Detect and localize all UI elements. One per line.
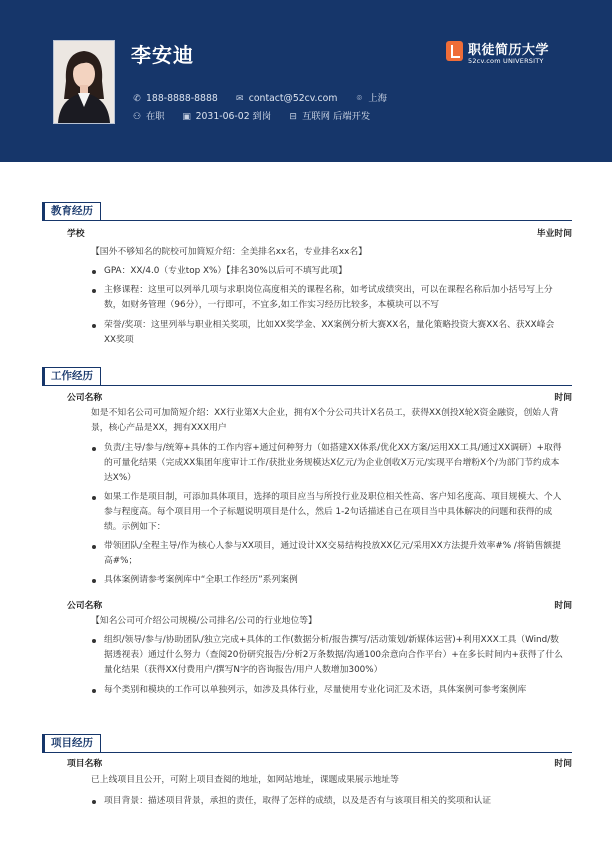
- brand-logo-icon: [446, 41, 463, 61]
- email-item[interactable]: ✉ contact@52cv.com: [234, 93, 338, 104]
- project-section: [42, 734, 572, 824]
- company-intro: 【知名公司可介绍公司规模/公司排名/公司的行业地位等】: [91, 616, 317, 626]
- section-title: 教育经历: [42, 202, 101, 221]
- job-bullet: 带领团队/全程主导/作为核心人参与XX项目，通过设计XX交易结构投放XX亿元/采用XX方法提升效率#% /将销售额提高#%；: [91, 539, 563, 569]
- profile-photo: [53, 40, 115, 124]
- company-name: 公司名称: [67, 393, 103, 403]
- job-row-header: [67, 390, 572, 403]
- city-item: ⌾ 上海: [353, 90, 387, 104]
- education-row-header: [67, 226, 572, 239]
- mail-icon: ✉: [235, 94, 244, 104]
- company-intro: 如是不知名公司可加简短介绍：XX行业第X大企业，拥有X个分公司共计X名员工，获得XX创投X轮X资金融资，创始人背景，核心产品是XX，拥有XXX用户: [91, 408, 559, 433]
- section-title: 工作经历: [42, 367, 101, 386]
- job-bullet: 每个类别和模块的工作可以单独列示，如涉及具体行业，尽量使用专业化词汇及术语，具体案例可参考案例库: [91, 683, 563, 698]
- education-section: [42, 202, 572, 352]
- phone-icon: ✆: [133, 94, 141, 104]
- project-row-header: [67, 756, 572, 769]
- gpa-item: GPA：XX/4.0（专业top X%）【排名30%以后可不填写此项】: [91, 264, 563, 279]
- work-title-bar: [42, 367, 572, 386]
- courses-item: 主修课程：这里可以列举几项与求职岗位高度相关的课程名称，如考试成绩突出，可以在课程名称后加小括号写上分数，如财务管理（96分），一行即可，不宜多,如工作实习经历比较多，本模块可以不写: [91, 283, 563, 313]
- job-time: 时间: [554, 393, 572, 403]
- location-pin-icon: ⌾: [356, 94, 363, 104]
- person-icon: ⚇: [132, 112, 142, 122]
- project-time: 时间: [554, 759, 572, 769]
- graduation-time: 毕业时间: [536, 229, 572, 239]
- work-section: [42, 367, 572, 717]
- portrait-image: [54, 41, 114, 123]
- school-name: 学校: [67, 229, 85, 239]
- phone-item: ✆ 188-8888-8888: [131, 93, 218, 104]
- job-bullet: 负责/主导/参与/统筹+具体的工作内容+通过何种努力（如搭建XX体系/优化XX方案/运用XX工具/通过XX调研）+取得的可量化结果（完成XX集团年度审计工作/获批业务规模达X亿元/为企业创收X万元/实现平台增粉X个/为部门节约成本达X%）: [91, 441, 563, 485]
- target-item: ⊟ 互联网 后端开发: [287, 108, 370, 122]
- resume-header: [0, 0, 612, 162]
- company-name: 公司名称: [67, 601, 103, 611]
- honors-item: 荣誉/奖项：这里列举与职业相关奖项，比如XX奖学金、XX案例分析大赛XX名，量化策略投资大赛XX名、获XX峰会XX奖项: [91, 318, 563, 348]
- status-row: [131, 108, 383, 122]
- briefcase-icon: ⊟: [289, 112, 297, 122]
- project-bullet: 项目背景：描述项目背景，承担的责任，取得了怎样的成绩，以及是否有与该项目相关的奖项和认证: [91, 794, 563, 809]
- job-time: 时间: [554, 601, 572, 611]
- education-title-bar: [42, 202, 572, 221]
- candidate-name: 李安迪: [131, 43, 194, 67]
- contact-row: [131, 90, 400, 104]
- project-title-bar: [42, 734, 572, 753]
- brand-subtitle: 52cv.com UNIVERSITY: [468, 57, 544, 65]
- available-item: ▣ 2031-06-02 到岗: [182, 111, 272, 122]
- status-item: ⚇ 在职: [132, 111, 165, 122]
- job-bullet: 如果工作是项目制，可添加具体项目，选择的项目应当与所投行业及职位相关性高、客户知名度高、项目规模大、个人参与程度高。每个项目用一个子标题说明项目是什么，然后 1-2句话描述自己在项目当中具体解决的问题和获得的成绩。示例如下：: [91, 490, 563, 534]
- job-row-header: [67, 598, 572, 611]
- project-intro: 已上线项目且公开，可附上项目查阅的地址，如网站地址，课题成果展示地址等: [91, 775, 399, 785]
- section-title: 项目经历: [42, 734, 101, 753]
- project-name: 项目名称: [67, 759, 103, 769]
- calendar-icon: ▣: [182, 112, 191, 122]
- school-intro: 【国外不够知名的院校可加简短介绍：全美排名xx名，专业排名xx名】: [91, 247, 367, 257]
- job-bullet: 具体案例请参考案例库中“全职工作经历”系列案例: [91, 573, 563, 588]
- brand-name: 职徒简历大学: [468, 43, 550, 58]
- job-bullet: 组织/领导/参与/协助团队/独立完成+具体的工作(数据分析/报告撰写/活动策划/新媒体运营)+利用XXX工具（Wind/数据透视表）通过什么努力（查阅20份研究报告/分析2万条数据/沟通100余意向合作平台）+在多长时间内+获得了什么量化结果（获得XX付费用户/撰写N字的咨询报告/用户人数增加300%）: [91, 633, 563, 677]
